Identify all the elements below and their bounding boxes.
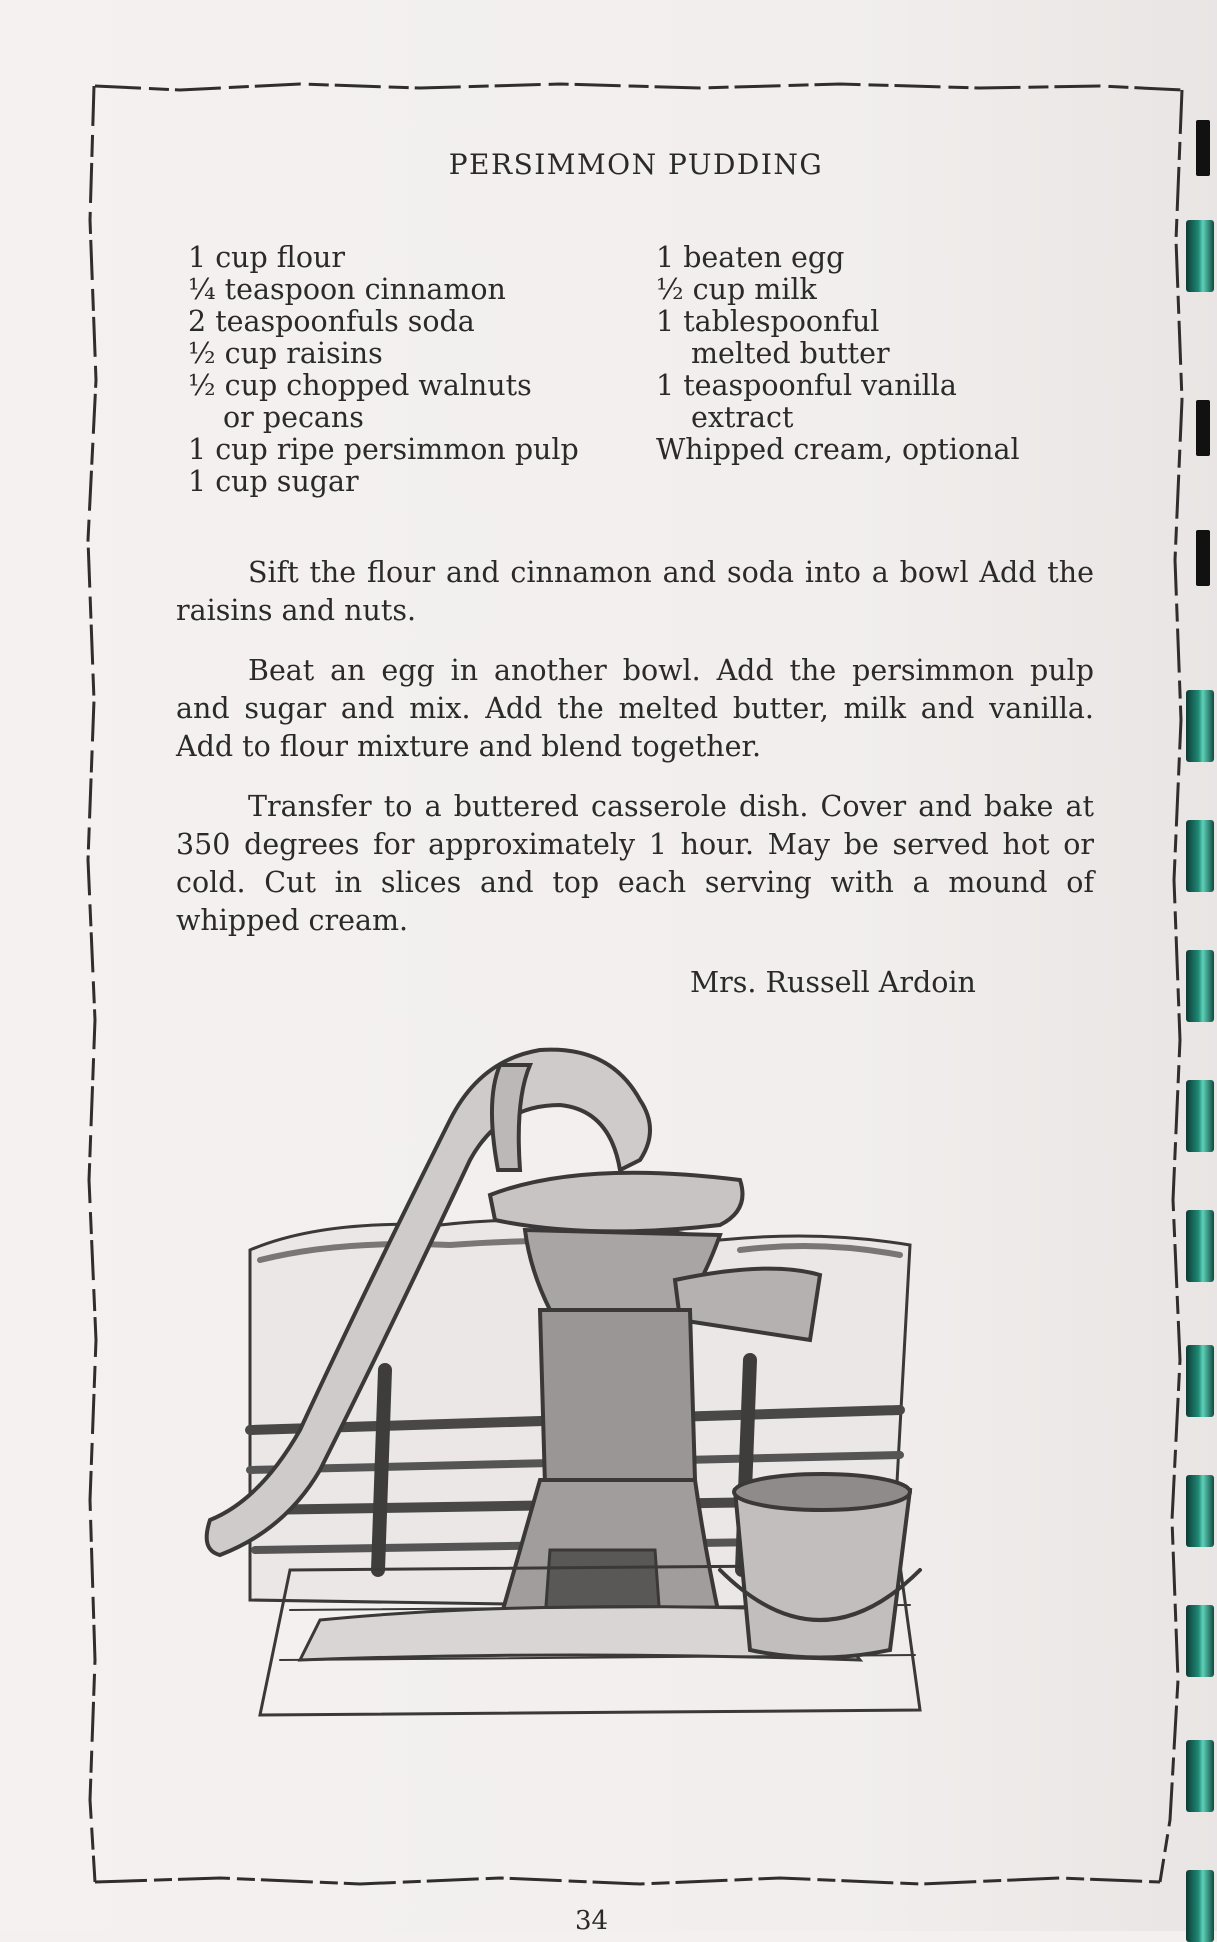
ingredient-line: melted butter xyxy=(691,337,890,370)
ingredient-line: extract xyxy=(691,401,794,434)
spiral-loop xyxy=(1186,1345,1214,1417)
ingredient-line: 1 tablespoonful xyxy=(656,305,880,338)
ingredient-line: or pecans xyxy=(223,401,364,434)
pump-illustration xyxy=(120,1010,1080,1790)
instruction-paragraph: Sift the flour and cinnamon and soda into a bowl Add the raisins and nuts. xyxy=(176,556,1094,627)
ingredient-line: ½ cup raisins xyxy=(188,337,383,370)
spiral-loop xyxy=(1186,1475,1214,1547)
spiral-loop xyxy=(1186,950,1214,1022)
binding-hole xyxy=(1196,120,1210,176)
ingredient-line: 2 teaspoonfuls soda xyxy=(188,305,475,338)
ingredient-line: ½ cup milk xyxy=(656,273,817,306)
instruction-paragraph: Transfer to a buttered casserole dish. Cover and bake at 350 degrees for approximately 1 hour. May be served hot or cold. Cut in slices and top each serving with a mound of whipped cream. xyxy=(176,790,1094,937)
spiral-loop xyxy=(1186,1605,1214,1677)
spiral-loop xyxy=(1186,690,1214,762)
ingredient-line: 1 beaten egg xyxy=(656,241,845,274)
ingredient-line: 1 cup ripe persimmon pulp xyxy=(188,433,579,466)
spiral-loop xyxy=(1186,820,1214,892)
binding-hole xyxy=(1196,400,1210,456)
ingredient-line: 1 teaspoonful vanilla xyxy=(656,369,957,402)
spiral-loop xyxy=(1186,1210,1214,1282)
spiral-loop xyxy=(1186,1080,1214,1152)
ingredient-line: ¼ teaspoon cinnamon xyxy=(188,273,506,306)
ingredients-right-column xyxy=(656,242,1020,466)
ingredients-left-column xyxy=(188,242,579,498)
spiral-loop xyxy=(1186,220,1214,292)
recipe-title: PERSIMMON PUDDING xyxy=(448,148,824,181)
ingredient-line: Whipped cream, optional xyxy=(656,433,1020,466)
page-number: 34 xyxy=(575,1906,609,1936)
ingredient-line: ½ cup chopped walnuts xyxy=(188,369,532,402)
recipe-signature: Mrs. Russell Ardoin xyxy=(690,966,976,999)
instruction-paragraph: Beat an egg in another bowl. Add the persimmon pulp and sugar and mix. Add the melted butter, milk and vanilla. Add to flour mixture and blend together. xyxy=(176,654,1094,763)
spiral-loop xyxy=(1186,1740,1214,1812)
spiral-loop xyxy=(1186,1870,1214,1942)
ingredient-line: 1 cup flour xyxy=(188,241,345,274)
binding-hole xyxy=(1196,530,1210,586)
ingredient-line: 1 cup sugar xyxy=(188,465,359,498)
